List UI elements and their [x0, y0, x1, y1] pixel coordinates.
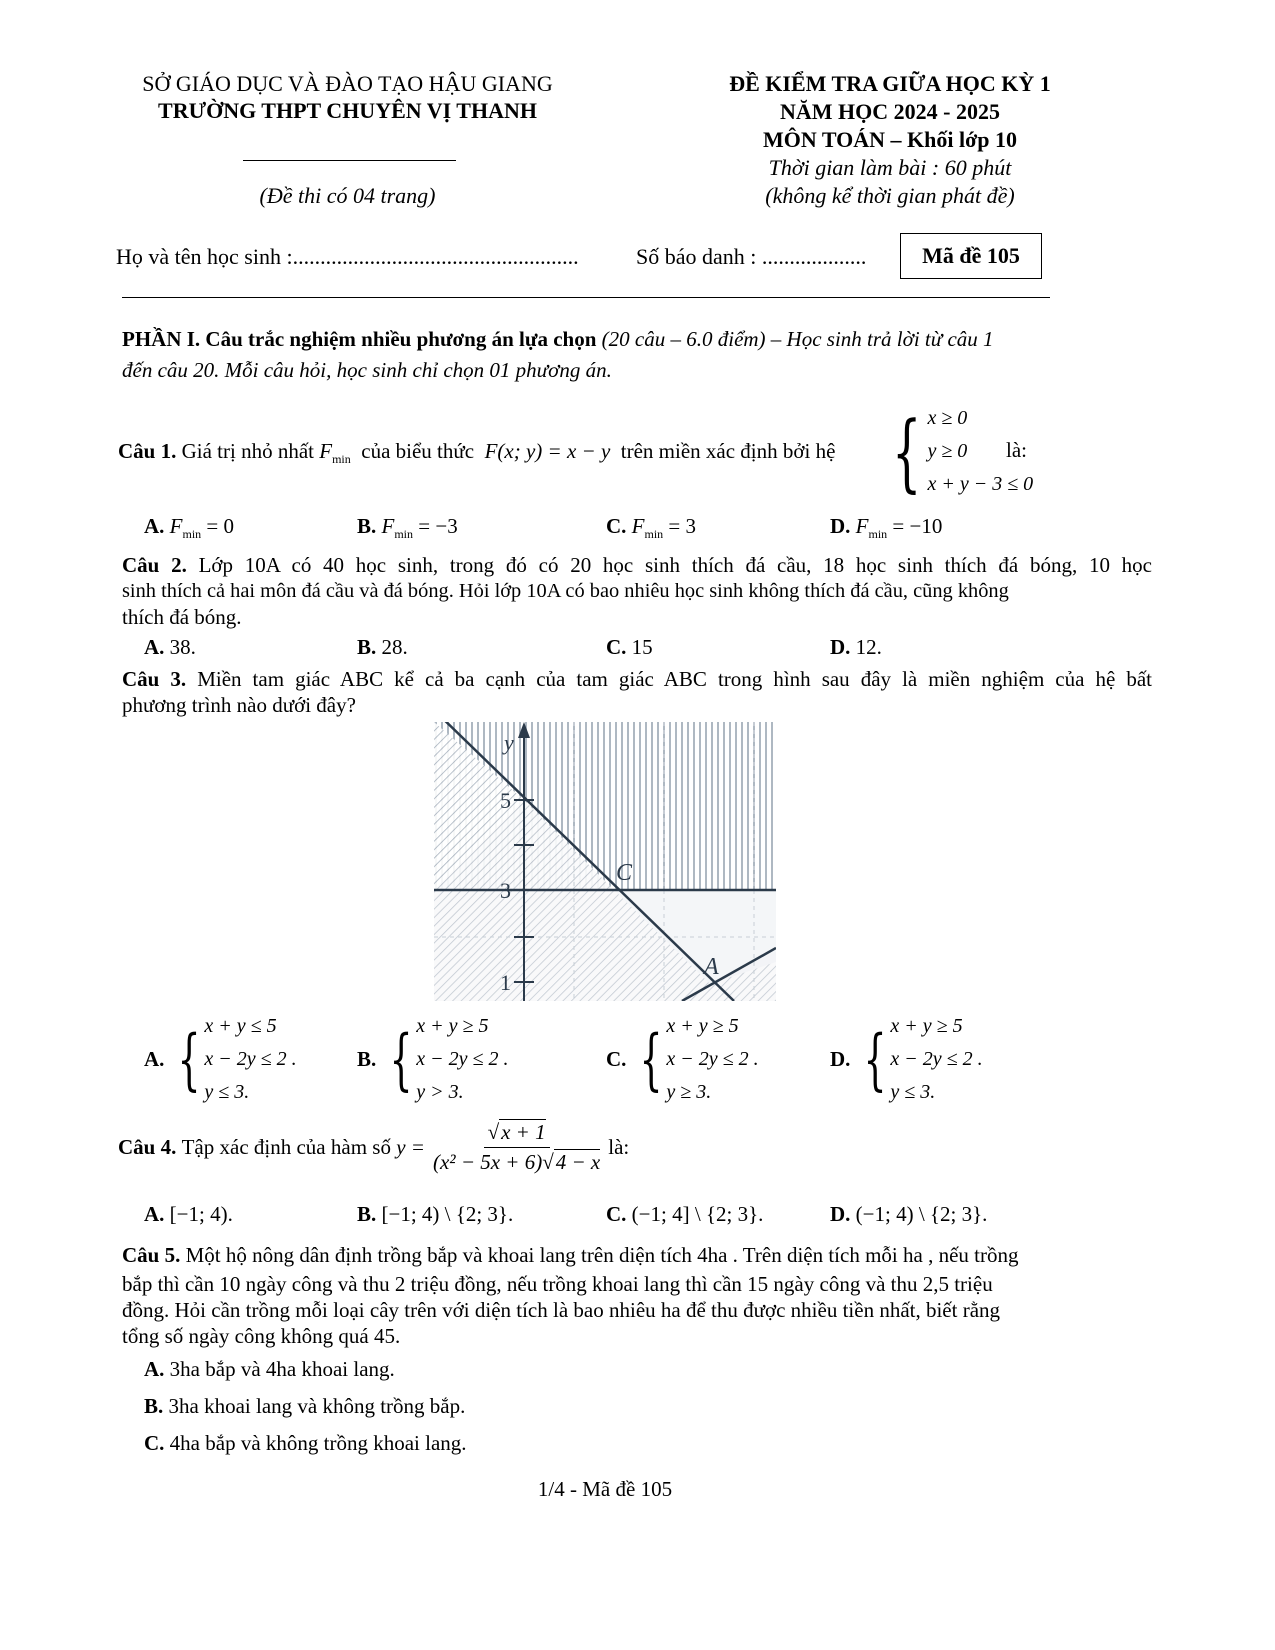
- question-5-line-4: tổng số ngày công không quá 45.: [122, 1324, 401, 1348]
- q1-option-c-label: C.: [606, 514, 627, 538]
- q5-option-c[interactable]: [144, 1430, 467, 1457]
- question-2-label: Câu 2.: [122, 553, 187, 577]
- question-3-line-1: [122, 666, 1152, 693]
- q1-option-c[interactable]: C. $F_{min} = 3$: [606, 514, 697, 542]
- q2-option-a-label: A.: [144, 635, 165, 659]
- q3-option-c-line-1: x + y ≥ 5: [666, 1015, 739, 1037]
- tick-label-5: 5: [500, 788, 511, 813]
- q1-option-b-value: = −3: [418, 514, 458, 538]
- question-4-text-a: Tập xác định của hàm số: [181, 1135, 391, 1159]
- student-id-label: Số báo danh : ...................: [636, 244, 867, 269]
- q3-option-d-label: D.: [830, 1047, 851, 1071]
- q1-system-line-1: x ≥ 0: [927, 407, 968, 429]
- q4-option-b[interactable]: [357, 1201, 513, 1228]
- q3-option-a-line-3: y ≤ 3.: [204, 1081, 250, 1103]
- q1-option-c-value: = 3: [668, 514, 697, 538]
- q4-y-eq: y =: [396, 1135, 425, 1159]
- q3-option-c-line-2: x − 2y ≤ 2 .: [666, 1048, 759, 1070]
- q3-option-c-line-3: y ≥ 3.: [666, 1081, 712, 1103]
- student-line-divider: [122, 297, 1050, 298]
- header-divider: [243, 160, 456, 161]
- point-label-a: A: [704, 954, 719, 980]
- question-3-line-1-text: Miền tam giác ABC kể cả ba cạnh của tam giác ABC trong hình sau đây là miền nghiệm của hệ bất: [197, 667, 1152, 691]
- q1-option-a[interactable]: A. $F_{min} = 0$: [144, 514, 235, 542]
- q2-option-d-value: 12.: [855, 635, 882, 659]
- pages-note: (Đề thi có 04 trang): [259, 183, 436, 208]
- q3-option-a-line-2: x − 2y ≤ 2 .: [204, 1048, 297, 1070]
- q3-option-c-brace: {: [639, 1020, 663, 1098]
- q4-option-c[interactable]: [606, 1201, 763, 1228]
- q3-option-a[interactable]: [144, 1010, 297, 1109]
- q2-option-c-value: 15: [631, 635, 653, 659]
- q3-option-a-label: A.: [144, 1047, 165, 1071]
- q5-option-a-label: A.: [144, 1357, 165, 1381]
- question-3-line-2: phương trình nào dưới đây?: [122, 693, 356, 717]
- q2-option-c[interactable]: [606, 634, 653, 661]
- q4-denominator-b: 4 − x: [555, 1150, 601, 1174]
- q2-option-c-label: C.: [606, 635, 627, 659]
- q1-ending: là:: [1006, 438, 1027, 462]
- y-axis-label: y: [504, 730, 514, 755]
- q2-option-b-value: 28.: [381, 635, 408, 659]
- q2-option-a-value: 38.: [169, 635, 196, 659]
- q3-option-d[interactable]: [830, 1010, 983, 1109]
- q3-option-b[interactable]: [357, 1010, 509, 1109]
- question-4-text-b: là:: [608, 1135, 630, 1159]
- page-footer: 1/4 - Mã đề 105: [537, 1477, 673, 1501]
- q4-option-a-label: A.: [144, 1202, 165, 1226]
- q4-option-d-value: (−1; 4) \ {2; 3}.: [855, 1202, 988, 1226]
- question-5-line-1-text: Một hộ nông dân định trồng bắp và khoai lang trên diện tích 4ha . Trên diện tích mỗi ha , nếu trồng: [185, 1243, 1019, 1267]
- subject: MÔN TOÁN – Khối lớp 10: [762, 127, 1018, 152]
- q5-option-a[interactable]: [144, 1356, 395, 1383]
- question-1-text-a: Giá trị nhỏ nhất: [181, 439, 314, 463]
- section1-title: PHẦN I. Câu trắc nghiệm nhiều phương án lựa chọn: [122, 327, 597, 351]
- q4-fraction: $\frac{√x + 1}{\text{(x² − 5x + 6)√4 − x}}$: [432, 1120, 601, 1174]
- q2-option-b[interactable]: [357, 634, 408, 661]
- department-name: SỞ GIÁO DỤC VÀ ĐÀO TẠO HẬU GIANG: [142, 71, 553, 96]
- q3-option-d-line-2: x − 2y ≤ 2 .: [890, 1048, 983, 1070]
- question-4-label: Câu 4.: [118, 1135, 177, 1159]
- q5-option-c-value: 4ha bắp và không trồng khoai lang.: [169, 1431, 467, 1455]
- q1-option-d-value: = −10: [892, 514, 943, 538]
- q1-fmin-sub: min: [332, 452, 351, 467]
- q1-option-b[interactable]: B. $F_{min} = -3$: [357, 514, 458, 542]
- student-name-label: Họ và tên học sinh :....................................................: [116, 244, 579, 269]
- q4-option-c-label: C.: [606, 1202, 627, 1226]
- q4-option-a[interactable]: [144, 1201, 233, 1228]
- school-name: TRƯỜNG THPT CHUYÊN VỊ THANH: [158, 98, 537, 123]
- q2-option-b-label: B.: [357, 635, 377, 659]
- duration: Thời gian làm bài : 60 phút: [768, 155, 1012, 180]
- question-5-line-3: đồng. Hỏi cần trồng mỗi loại cây trên với diện tích là bao nhiêu ha để thu được nhiều tiền nhất, biết rằng: [122, 1298, 1001, 1322]
- q1-brace: {: [892, 402, 922, 501]
- q4-denominator-a: (x² − 5x + 6): [432, 1150, 543, 1174]
- section1-note-line2: đến câu 20. Mỗi câu hỏi, học sinh chỉ chọn 01 phương án.: [122, 358, 612, 382]
- question-2-line-2: sinh thích cả hai môn đá cầu và đá bóng. Hỏi lớp 10A có bao nhiêu học sinh không thích đá cầu, cũng không: [122, 580, 1009, 602]
- q1-system-line-2: y ≥ 0: [927, 440, 968, 462]
- q1-option-d[interactable]: D. $F_{min} = -10$: [830, 514, 943, 542]
- q5-option-b-value: 3ha khoai lang và không trồng bắp.: [168, 1394, 466, 1418]
- q3-option-a-line-1: x + y ≤ 5: [204, 1015, 277, 1037]
- q3-option-c-label: C.: [606, 1047, 627, 1071]
- question-1-text-b: của biểu thức: [361, 439, 475, 463]
- q1-option-d-label: D.: [830, 514, 851, 538]
- q4-option-d-label: D.: [830, 1202, 851, 1226]
- duration-note: (không kể thời gian phát đề): [765, 183, 1015, 208]
- q2-option-a[interactable]: [144, 634, 196, 661]
- q3-option-d-line-3: y ≤ 3.: [890, 1081, 936, 1103]
- tick-label-3: 3: [500, 878, 511, 903]
- exam-code-box: Mã đề 105: [900, 233, 1042, 279]
- question-2-line-1-text: Lớp 10A có 40 học sinh, trong đó có 20 học sinh thích đá cầu, 18 học sinh thích đá bóng, 10 học: [198, 553, 1153, 577]
- question-1-text: [118, 438, 835, 473]
- q4-option-b-label: B.: [357, 1202, 377, 1226]
- q3-option-b-line-2: x − 2y ≤ 2 .: [416, 1048, 509, 1070]
- q3-option-c[interactable]: [606, 1010, 759, 1109]
- q3-option-d-brace: {: [863, 1020, 887, 1098]
- section1-heading: [122, 326, 1152, 353]
- q1-option-a-label: A.: [144, 514, 165, 538]
- q1-option-b-label: B.: [357, 514, 377, 538]
- q3-option-b-line-3: y > 3.: [416, 1081, 464, 1103]
- section1-note-line1: (20 câu – 6.0 điểm) – Học sinh trả lời từ câu 1: [601, 327, 994, 351]
- q3-option-b-line-1: x + y ≥ 5: [416, 1015, 489, 1037]
- q5-option-b[interactable]: [144, 1393, 465, 1420]
- q3-option-d-line-1: x + y ≥ 5: [890, 1015, 963, 1037]
- question-1-text-c: trên miền xác định bởi hệ: [620, 439, 836, 463]
- question-4-text: [118, 1120, 629, 1175]
- school-year: NĂM HỌC 2024 - 2025: [780, 99, 1000, 124]
- question-1-label: Câu 1.: [118, 439, 177, 463]
- q4-option-c-value: (−1; 4] \ {2; 3}.: [631, 1202, 764, 1226]
- point-label-c: C: [616, 860, 633, 886]
- question-5-line-1: [122, 1242, 1152, 1269]
- question-3-label: Câu 3.: [122, 667, 187, 691]
- tick-label-1: 1: [500, 970, 511, 995]
- q4-option-a-value: [−1; 4).: [169, 1202, 233, 1226]
- q5-option-c-label: C.: [144, 1431, 165, 1455]
- question-2-line-3: thích đá bóng.: [122, 605, 242, 629]
- q2-option-d-label: D.: [830, 635, 851, 659]
- q3-option-a-brace: {: [177, 1020, 201, 1098]
- exam-title: ĐỀ KIỂM TRA GIỮA HỌC KỲ 1: [729, 71, 1051, 96]
- question-5-line-2: bắp thì cần 10 ngày công và thu 2 triệu đồng, nếu trồng khoai lang thì cần 15 ngày công và thu 2,5 triệu: [122, 1272, 993, 1296]
- question-5-label: Câu 5.: [122, 1243, 181, 1267]
- q1-fmin: F: [319, 439, 333, 463]
- q4-option-b-value: [−1; 4) \ {2; 3}.: [381, 1202, 514, 1226]
- q1-expression: F(x; y) = x − y: [484, 439, 611, 463]
- q5-option-a-value: 3ha bắp và 4ha khoai lang.: [169, 1357, 395, 1381]
- q4-option-d[interactable]: [830, 1201, 987, 1228]
- q4-numerator: x + 1: [501, 1120, 546, 1144]
- q5-option-b-label: B.: [144, 1394, 164, 1418]
- question-2-line-1: [122, 552, 1152, 579]
- q3-figure: [434, 722, 776, 1001]
- q1-option-a-value: = 0: [206, 514, 235, 538]
- q2-option-d[interactable]: [830, 634, 882, 661]
- q3-option-b-label: B.: [357, 1047, 377, 1071]
- q3-option-b-brace: {: [389, 1020, 413, 1098]
- q1-system-line-3: x + y − 3 ≤ 0: [927, 473, 1034, 495]
